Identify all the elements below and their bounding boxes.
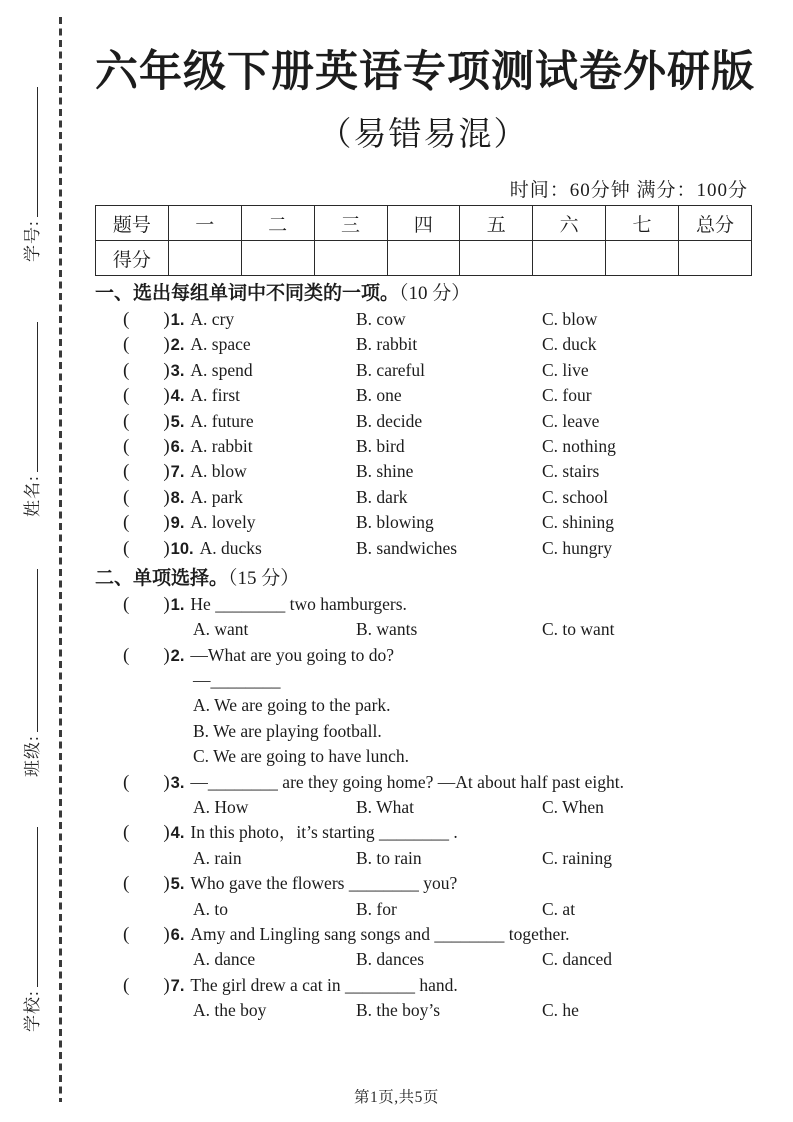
score-table-cell-total: 总分: [679, 206, 752, 241]
option-a: A. ducks: [199, 537, 262, 558]
paren-open: (: [123, 974, 130, 996]
paren-open: (: [123, 385, 130, 407]
option-b: B. What: [356, 797, 415, 818]
option-a: A. want: [193, 619, 249, 640]
question-text: Who gave the flowers ________ you?: [190, 873, 458, 894]
option-b: B. dark: [356, 486, 408, 507]
option-b: B. sandwiches: [356, 537, 458, 558]
option-b: B. wants: [356, 619, 418, 640]
option-c: C. at: [542, 898, 576, 919]
option-a: A. first: [190, 385, 240, 406]
option-b: B. blowing: [356, 512, 434, 533]
question-number: 7.: [170, 463, 185, 482]
s2-question-7-options: [95, 998, 752, 1023]
paren-open: (: [123, 512, 130, 534]
paren-open: (: [123, 644, 130, 666]
paren-close: ): [163, 385, 170, 407]
option-a: A. future: [190, 410, 254, 431]
score-table-cell-1: 一: [168, 206, 241, 241]
student-id-line[interactable]: [23, 87, 38, 217]
s2-question-3-options: [95, 795, 752, 820]
option-a: A. How: [193, 797, 249, 818]
option-a: A. cry: [190, 309, 235, 329]
option-b: B. to rain: [356, 847, 422, 868]
page-footer: 第1页,共5页: [354, 1089, 439, 1106]
option-b: B. careful: [356, 359, 425, 380]
s2-question-1-options: [95, 617, 752, 642]
question-number: 8.: [170, 488, 185, 507]
s2-question-5-options: [95, 897, 752, 922]
question-number: 9.: [170, 514, 185, 533]
question-text: Amy and Lingling sang songs and ________ together.: [190, 923, 570, 944]
paren-close: ): [163, 461, 170, 483]
s2-question-2-option-c: [95, 744, 752, 769]
paren-close: ): [163, 822, 170, 844]
s1-question-5: [95, 409, 752, 434]
s1-question-1: [95, 307, 752, 332]
question-number: 4.: [170, 387, 185, 406]
score-table-cell-timu: 题号: [96, 206, 169, 241]
section2-heading-text: 二、单项选择。: [95, 567, 229, 589]
s2-question-3-stem: [95, 770, 752, 795]
option-b: B. cow: [356, 309, 406, 329]
score-table-cell-2: 二: [241, 206, 314, 241]
score-table: [95, 205, 752, 276]
question-text: —________ are they going home? —At about half past eight.: [190, 771, 624, 792]
question-number: 3.: [170, 361, 185, 380]
s1-question-10: [95, 536, 752, 561]
s2-question-6-options: [95, 947, 752, 972]
s2-question-6-stem: [95, 922, 752, 947]
paren-open: (: [123, 822, 130, 844]
option-b: B. decide: [356, 410, 423, 431]
question-number: 1.: [170, 595, 185, 614]
score-table-score-row: [96, 241, 752, 276]
s1-question-3: [95, 358, 752, 383]
section1-heading-text: 一、选出每组单词中不同类的一项。: [95, 283, 400, 304]
paren-close: ): [163, 974, 170, 996]
paren-open: (: [123, 309, 130, 330]
question-number: 2.: [170, 336, 185, 355]
student-name-line[interactable]: [23, 322, 38, 472]
question-number: 2.: [170, 646, 185, 665]
exam-time-score-meta: 时间：60分钟 满分：100分: [509, 180, 748, 201]
option-c: C. blow: [542, 309, 598, 329]
option-a: A. park: [190, 486, 243, 507]
question-number: 5.: [170, 875, 185, 894]
score-table-header-row: [96, 206, 752, 241]
s2-question-2-answer-line: [95, 668, 752, 693]
student-name-field: [23, 322, 43, 517]
question-number: 7.: [170, 976, 185, 995]
option-a: A. to: [193, 898, 228, 919]
option-c: C. When: [542, 797, 604, 818]
option-a: A. blow: [190, 461, 247, 482]
option-b: B. bird: [356, 435, 405, 456]
paren-close: ): [163, 435, 170, 457]
score-table-cell-6: 六: [533, 206, 606, 241]
paren-open: (: [123, 334, 130, 356]
paren-open: (: [123, 873, 130, 895]
question-number: 1.: [170, 311, 185, 329]
option-a: A. spend: [190, 359, 253, 380]
option-b: B. We are playing football.: [193, 720, 382, 741]
paren-close: ): [163, 771, 170, 793]
s2-question-7-stem: [95, 973, 752, 998]
student-class-field: [23, 569, 43, 777]
s2-question-4-options: [95, 846, 752, 871]
option-c: C. nothing: [542, 435, 616, 456]
paren-close: ): [163, 512, 170, 534]
score-input-cell[interactable]: [168, 241, 241, 276]
s1-question-7: [95, 459, 752, 484]
fold-dashed-line: [59, 17, 62, 1102]
option-a: A. the boy: [193, 1000, 267, 1021]
section2-points: （15 分）: [228, 567, 300, 589]
student-class-line[interactable]: [23, 569, 38, 732]
paren-close: ): [163, 359, 170, 381]
option-c: C. stairs: [542, 461, 600, 482]
paren-open: (: [123, 593, 130, 615]
s1-question-4: [95, 383, 752, 408]
option-b: B. shine: [356, 461, 414, 482]
option-a: A. rabbit: [190, 435, 253, 456]
s2-question-4-stem: [95, 820, 752, 845]
question-number: 4.: [170, 824, 185, 843]
s1-question-9: [95, 510, 752, 535]
option-b: B. one: [356, 385, 402, 406]
section2-heading: [95, 566, 752, 592]
option-a: A. rain: [193, 847, 242, 868]
s2-question-2-stem: [95, 643, 752, 668]
page-subtitle: （易错易混）: [318, 117, 529, 153]
score-input-cell[interactable]: [460, 241, 533, 276]
paren-close: ): [163, 593, 170, 615]
question-text: He ________ two hamburgers.: [190, 593, 407, 614]
paren-close: ): [163, 923, 170, 945]
paren-open: (: [123, 359, 130, 381]
section1-points: （10 分）: [399, 283, 471, 304]
question-number: 3.: [170, 773, 185, 792]
option-c: C. he: [542, 1000, 579, 1021]
s2-question-1-stem: [95, 592, 752, 617]
paper-content: [95, 0, 755, 1024]
paren-close: ): [163, 537, 170, 559]
question-number: 5.: [170, 412, 185, 431]
paren-close: ): [163, 873, 170, 895]
paren-open: (: [123, 486, 130, 508]
s1-question-6: [95, 434, 752, 459]
question-text: —What are you going to do?: [190, 644, 395, 665]
option-a: A. lovely: [190, 512, 256, 533]
option-a: A. dance: [193, 949, 256, 970]
question-number: 10.: [170, 539, 194, 558]
option-b: B. dances: [356, 949, 425, 970]
score-table-cell-5: 五: [460, 206, 533, 241]
section1-heading: [95, 281, 752, 307]
score-input-cell[interactable]: [606, 241, 679, 276]
paren-close: ): [163, 410, 170, 432]
score-input-cell[interactable]: [387, 241, 460, 276]
option-c: C. to want: [542, 619, 615, 640]
student-school-label: 学校:: [23, 990, 42, 1032]
option-b: B. the boy’s: [356, 1000, 441, 1021]
option-c: C. leave: [542, 410, 600, 431]
paren-close: ): [163, 644, 170, 666]
option-b: B. rabbit: [356, 334, 418, 355]
score-table-cell-4: 四: [387, 206, 460, 241]
s1-question-2: [95, 332, 752, 357]
option-c: C. duck: [542, 334, 597, 355]
score-table-cell-7: 七: [606, 206, 679, 241]
score-input-cell[interactable]: [533, 241, 606, 276]
paren-open: (: [123, 923, 130, 945]
question-number: 6.: [170, 437, 185, 456]
paren-close: ): [163, 309, 170, 330]
s2-question-2-option-b: [95, 719, 752, 744]
option-c: C. We are going to have lunch.: [193, 746, 409, 767]
paren-open: (: [123, 537, 130, 559]
page-title: 六年级下册英语专项测试卷外研版: [95, 49, 755, 96]
question-number: 6.: [170, 925, 185, 944]
paren-close: ): [163, 486, 170, 508]
option-c: C. shining: [542, 512, 614, 533]
student-class-label: 班级:: [23, 735, 42, 777]
option-a: A. space: [190, 334, 251, 355]
paren-open: (: [123, 461, 130, 483]
option-b: B. for: [356, 898, 397, 919]
paren-open: (: [123, 410, 130, 432]
option-c: C. raining: [542, 847, 612, 868]
paren-open: (: [123, 771, 130, 793]
answer-blank[interactable]: —________: [193, 670, 281, 691]
score-input-cell[interactable]: [241, 241, 314, 276]
score-table-cell-3: 三: [314, 206, 387, 241]
option-a: A. We are going to the park.: [193, 695, 391, 716]
paren-open: (: [123, 435, 130, 457]
s1-question-8: [95, 485, 752, 510]
student-name-label: 姓名:: [23, 475, 42, 517]
score-input-cell[interactable]: [314, 241, 387, 276]
option-c: C. hungry: [542, 537, 612, 558]
s2-question-2-option-a: [95, 693, 752, 718]
student-school-line[interactable]: [23, 827, 38, 987]
option-c: C. four: [542, 385, 592, 406]
score-row-label: 得分: [96, 241, 169, 276]
paren-close: ): [163, 334, 170, 356]
option-c: C. danced: [542, 949, 612, 970]
student-id-field: [23, 87, 43, 262]
student-id-label: 学号:: [23, 220, 42, 262]
option-c: C. live: [542, 359, 589, 380]
question-text: The girl drew a cat in ________ hand.: [190, 974, 458, 995]
option-c: C. school: [542, 486, 609, 507]
s2-question-5-stem: [95, 871, 752, 896]
question-text: In this photo，it’s starting ________ .: [190, 822, 458, 843]
student-school-field: [23, 827, 43, 1032]
score-input-cell[interactable]: [679, 241, 752, 276]
